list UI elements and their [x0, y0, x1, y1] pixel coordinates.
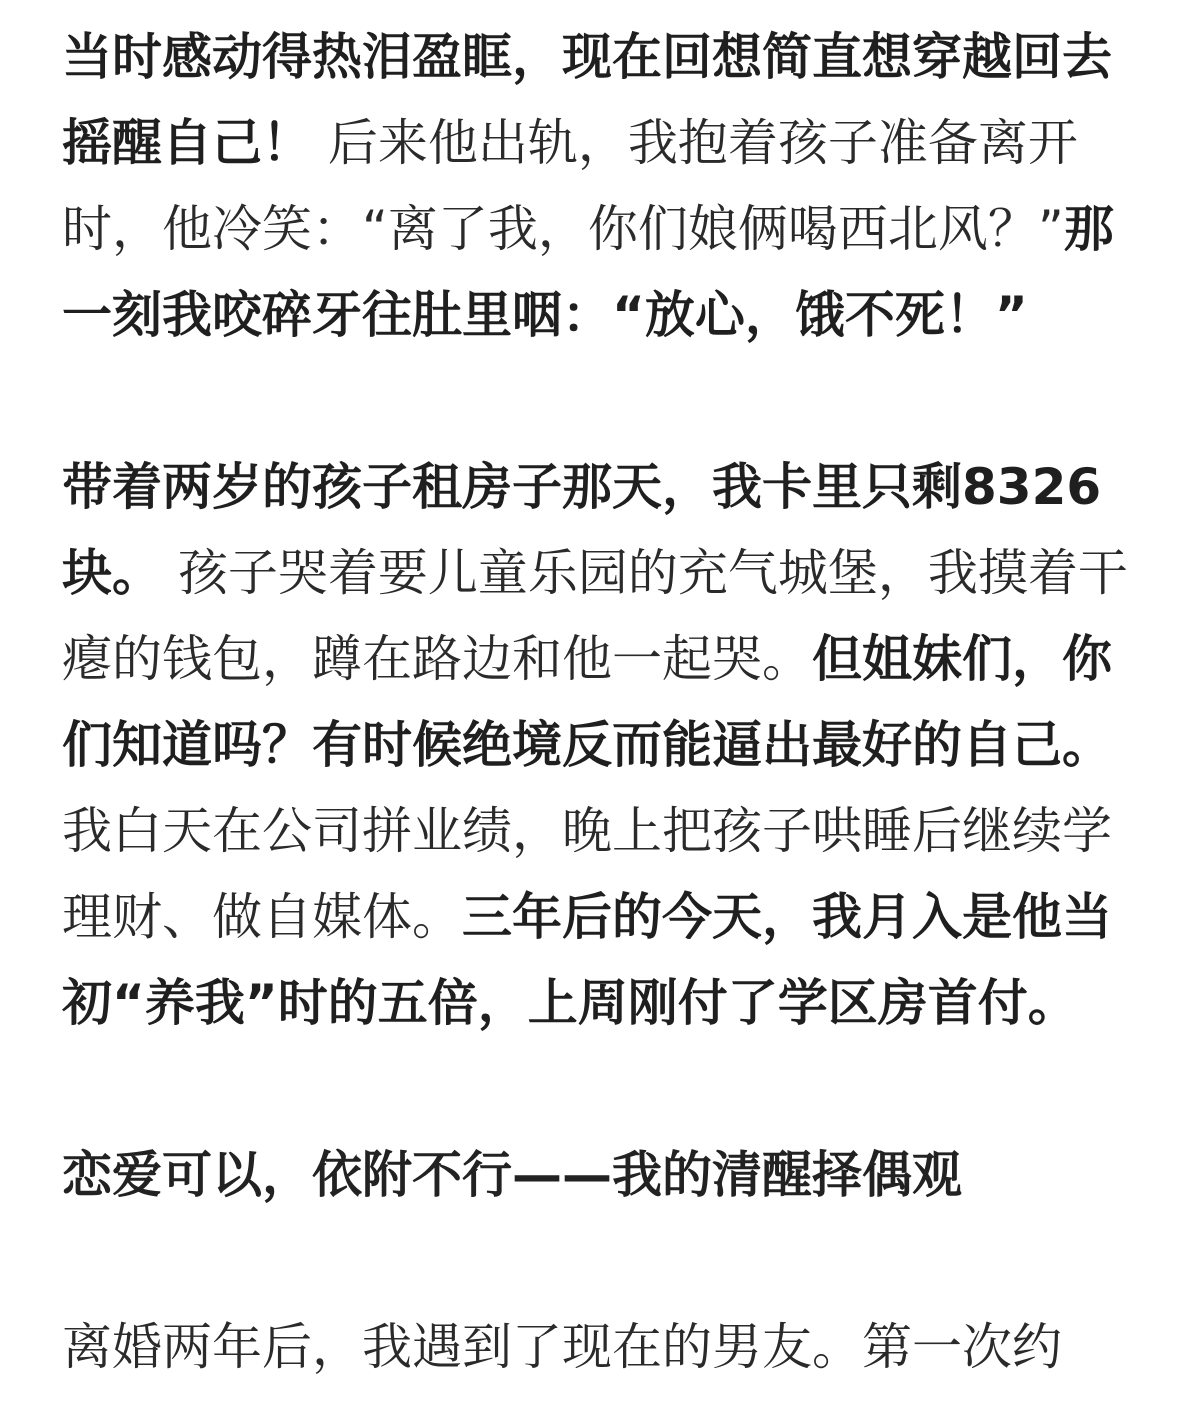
- body-text: 我白天在公司拼业绩，晚上把孩子哄睡后继续学理财、做自媒体。: [62, 802, 1112, 946]
- body-text: 孩子哭着要儿童乐园的充气城堡，我摸着干瘪的钱包，蹲在路边和他一起哭。: [62, 544, 1128, 688]
- paragraph-3: 离婚两年后，我遇到了现在的男友。第一次约: [62, 1318, 1062, 1376]
- article-body: [62, 14, 1142, 1390]
- section-heading: 恋爱可以，依附不行——我的清醒择偶观: [62, 1146, 962, 1204]
- paragraph-1: [62, 14, 1142, 358]
- paragraph-2: [62, 444, 1142, 1046]
- paragraph-spacer: [62, 1218, 1142, 1304]
- bold-text: 但姐妹们，你们知道吗？有时候绝境反而能逼出最好的自己。: [62, 630, 1112, 774]
- bold-text: 三年后的今天，我月入是他当初“养我”时的五倍，上周刚付了学区房首付。: [62, 888, 1112, 1032]
- bold-text: 带着两岁的孩子租房子那天，我卡里只剩8326块。: [62, 458, 1102, 602]
- body-text: 后来他出轨，我抱着孩子准备离开时，他冷笑：“离了我，你们娘俩喝西北风？”: [62, 114, 1078, 258]
- paragraph-spacer: [62, 1046, 1142, 1132]
- paragraph-spacer: [62, 358, 1142, 444]
- bold-text: 那一刻我咬碎牙往肚里咽：“放心，饿不死！”: [62, 200, 1114, 344]
- bold-text: 当时感动得热泪盈眶，现在回想简直想穿越回去摇醒自己！: [62, 28, 1112, 172]
